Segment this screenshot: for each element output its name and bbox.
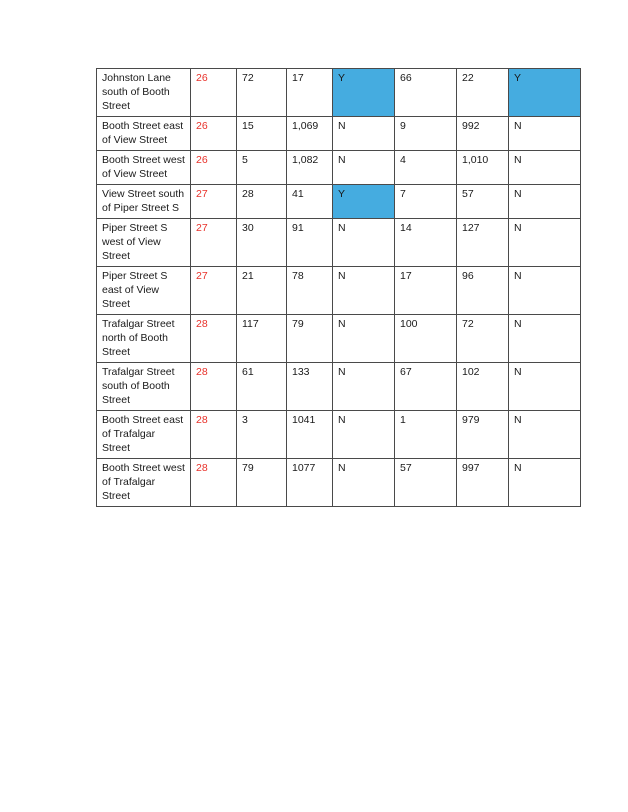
value-cell: 96 — [457, 267, 509, 315]
table-row — [97, 69, 581, 117]
location-cell: Piper Street S west of View Street — [97, 219, 191, 267]
value-cell: 30 — [237, 219, 287, 267]
value-cell: 7 — [395, 185, 457, 219]
flag-cell: N — [333, 363, 395, 411]
id-cell: 26 — [191, 151, 237, 185]
table-body — [97, 69, 581, 507]
value-cell: 79 — [287, 315, 333, 363]
flag-cell: N — [509, 411, 581, 459]
value-cell: 72 — [237, 69, 287, 117]
location-cell: View Street south of Piper Street S — [97, 185, 191, 219]
value-cell: 979 — [457, 411, 509, 459]
table-row — [97, 267, 581, 315]
value-cell: 117 — [237, 315, 287, 363]
value-cell: 997 — [457, 459, 509, 507]
value-cell: 992 — [457, 117, 509, 151]
value-cell: 66 — [395, 69, 457, 117]
location-cell: Booth Street east of View Street — [97, 117, 191, 151]
flag-cell: N — [509, 117, 581, 151]
value-cell: 4 — [395, 151, 457, 185]
flag-cell: N — [333, 219, 395, 267]
id-cell: 27 — [191, 219, 237, 267]
value-cell: 1 — [395, 411, 457, 459]
value-cell: 22 — [457, 69, 509, 117]
value-cell: 127 — [457, 219, 509, 267]
table-row — [97, 117, 581, 151]
value-cell: 72 — [457, 315, 509, 363]
value-cell: 91 — [287, 219, 333, 267]
value-cell: 61 — [237, 363, 287, 411]
table-row — [97, 459, 581, 507]
flag-cell: N — [509, 219, 581, 267]
flag-cell: N — [333, 411, 395, 459]
value-cell: 100 — [395, 315, 457, 363]
value-cell: 133 — [287, 363, 333, 411]
value-cell: 41 — [287, 185, 333, 219]
value-cell: 9 — [395, 117, 457, 151]
value-cell: 1041 — [287, 411, 333, 459]
flag-cell: N — [509, 185, 581, 219]
id-cell: 27 — [191, 185, 237, 219]
flag-cell: N — [333, 267, 395, 315]
value-cell: 21 — [237, 267, 287, 315]
location-cell: Booth Street west of Trafalgar Street — [97, 459, 191, 507]
value-cell: 79 — [237, 459, 287, 507]
location-cell: Trafalgar Street south of Booth Street — [97, 363, 191, 411]
traffic-count-table — [96, 68, 581, 507]
location-cell: Booth Street east of Trafalgar Street — [97, 411, 191, 459]
flag-cell: Y — [333, 69, 395, 117]
flag-cell: N — [333, 459, 395, 507]
value-cell: 28 — [237, 185, 287, 219]
flag-cell: N — [509, 151, 581, 185]
value-cell: 1,010 — [457, 151, 509, 185]
value-cell: 78 — [287, 267, 333, 315]
value-cell: 5 — [237, 151, 287, 185]
table-row — [97, 315, 581, 363]
value-cell: 57 — [457, 185, 509, 219]
table-row — [97, 185, 581, 219]
location-cell: Piper Street S east of View Street — [97, 267, 191, 315]
location-cell: Johnston Lane south of Booth Street — [97, 69, 191, 117]
value-cell: 17 — [395, 267, 457, 315]
value-cell: 1,082 — [287, 151, 333, 185]
value-cell: 15 — [237, 117, 287, 151]
value-cell: 1,069 — [287, 117, 333, 151]
id-cell: 27 — [191, 267, 237, 315]
id-cell: 26 — [191, 69, 237, 117]
location-cell: Booth Street west of View Street — [97, 151, 191, 185]
value-cell: 3 — [237, 411, 287, 459]
id-cell: 28 — [191, 459, 237, 507]
table-row — [97, 151, 581, 185]
flag-cell: N — [509, 459, 581, 507]
value-cell: 102 — [457, 363, 509, 411]
value-cell: 17 — [287, 69, 333, 117]
flag-cell: N — [333, 151, 395, 185]
id-cell: 28 — [191, 411, 237, 459]
flag-cell: N — [333, 315, 395, 363]
id-cell: 26 — [191, 117, 237, 151]
flag-cell: N — [509, 363, 581, 411]
value-cell: 14 — [395, 219, 457, 267]
flag-cell: Y — [509, 69, 581, 117]
value-cell: 1077 — [287, 459, 333, 507]
value-cell: 67 — [395, 363, 457, 411]
table-row — [97, 363, 581, 411]
flag-cell: N — [333, 117, 395, 151]
table-row — [97, 219, 581, 267]
location-cell: Trafalgar Street north of Booth Street — [97, 315, 191, 363]
id-cell: 28 — [191, 315, 237, 363]
flag-cell: N — [509, 267, 581, 315]
flag-cell: Y — [333, 185, 395, 219]
value-cell: 57 — [395, 459, 457, 507]
table-row — [97, 411, 581, 459]
flag-cell: N — [509, 315, 581, 363]
id-cell: 28 — [191, 363, 237, 411]
